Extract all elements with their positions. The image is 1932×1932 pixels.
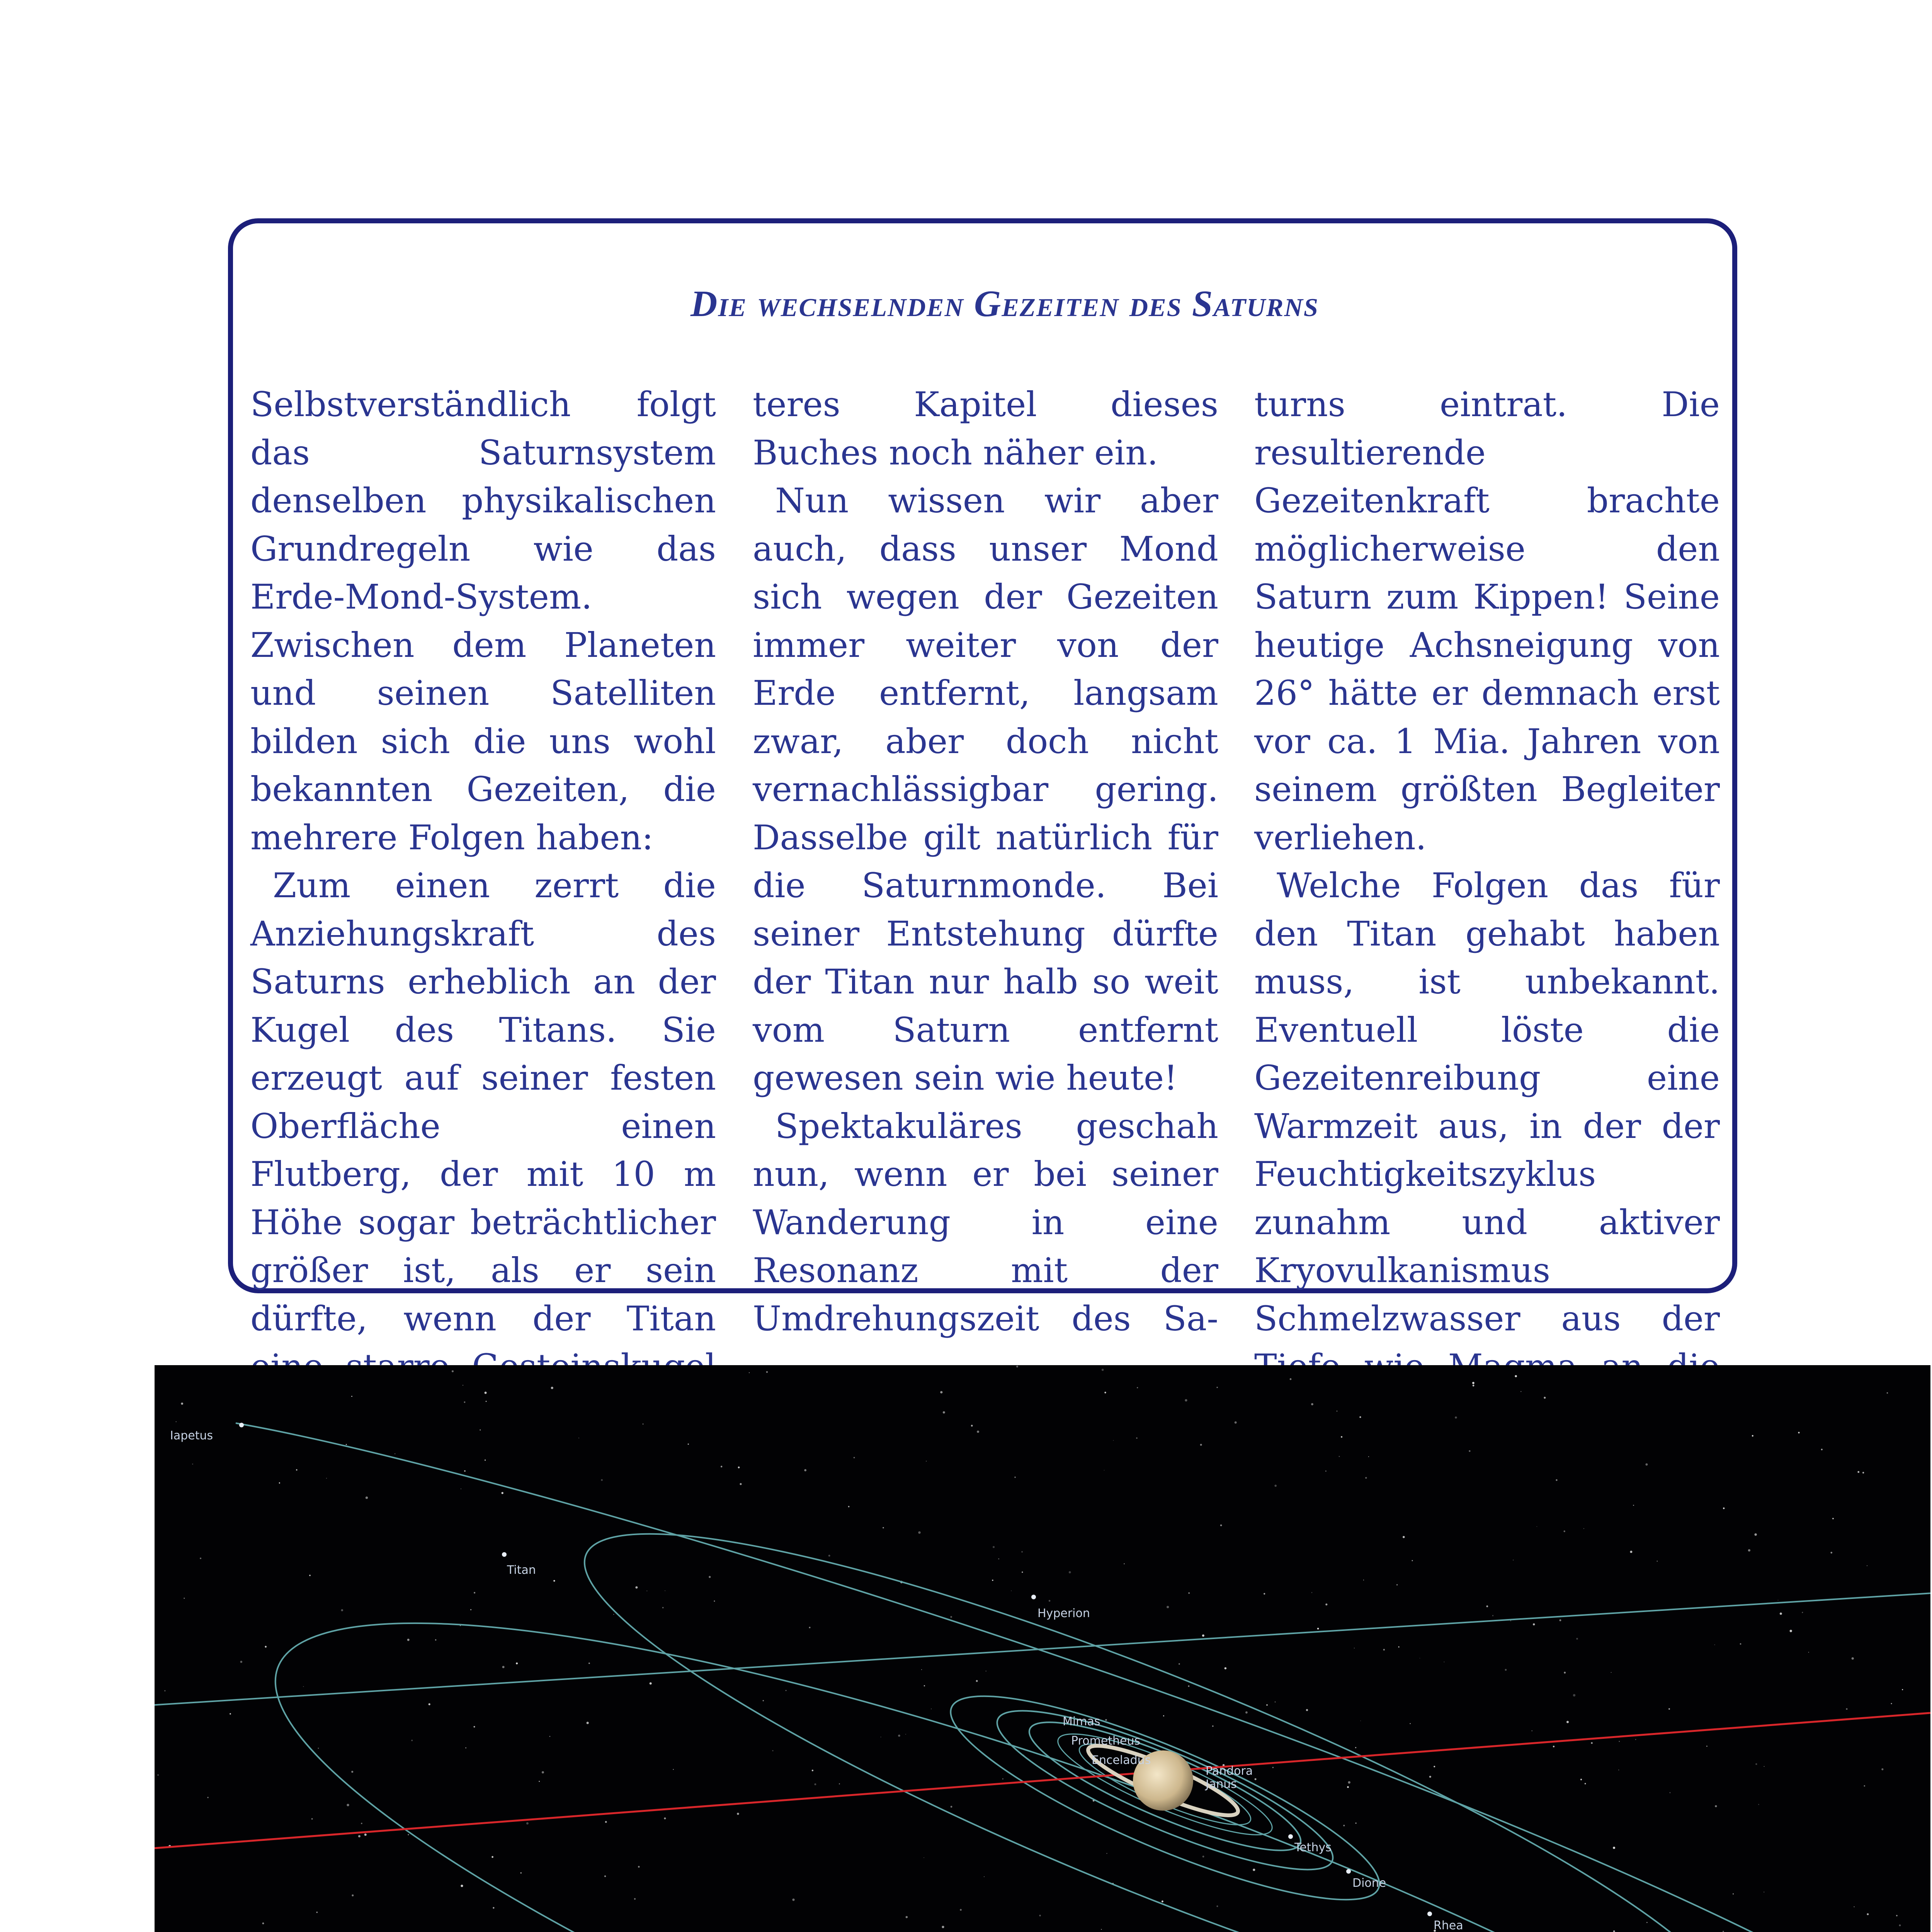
star — [1255, 1778, 1257, 1780]
star — [1830, 1552, 1832, 1554]
star — [429, 1703, 430, 1705]
paragraph: Welche Folgen das für den Titan gehabt haben muss, ist unbekannt. Eventuell löste die Gezeitenreibung eine Warmzeit aus, in der der Feuchtigkeitszyklus zunahm und aktiver Kryovulkanismus Schmelzwasser aus der — [1254, 866, 1720, 1338]
star — [200, 1558, 201, 1559]
star — [1343, 1825, 1345, 1827]
star — [464, 1401, 466, 1403]
star — [1348, 1781, 1350, 1784]
star — [1758, 1804, 1759, 1805]
text-column-1 — [250, 381, 716, 1439]
star — [1486, 1605, 1488, 1607]
star — [1266, 1704, 1268, 1706]
star — [1359, 1416, 1361, 1418]
star — [502, 1492, 503, 1494]
star — [474, 1592, 475, 1594]
star — [578, 1438, 579, 1439]
star — [971, 1425, 973, 1427]
star — [181, 1403, 183, 1405]
star — [1764, 1766, 1765, 1767]
star — [1274, 1485, 1277, 1487]
star — [352, 1895, 354, 1896]
star — [854, 1457, 855, 1459]
star — [318, 1748, 319, 1749]
star — [828, 1555, 830, 1557]
star — [542, 1771, 544, 1774]
star — [207, 1797, 208, 1798]
star — [1355, 1823, 1357, 1824]
label-pandora: Pandora — [1206, 1764, 1253, 1778]
saturn-system-figure — [155, 1365, 1930, 1932]
star — [1560, 1619, 1561, 1621]
star — [635, 1586, 638, 1588]
star — [1715, 1805, 1717, 1807]
star — [918, 1531, 920, 1534]
star — [1832, 1518, 1834, 1519]
star — [662, 1607, 664, 1609]
star — [924, 1685, 925, 1686]
star — [1355, 1747, 1356, 1748]
star — [950, 1616, 952, 1618]
star — [740, 1483, 742, 1485]
star — [839, 1783, 840, 1784]
star — [1383, 1649, 1385, 1650]
star — [1398, 1646, 1400, 1648]
iapetus-dot — [239, 1423, 244, 1427]
star — [709, 1576, 711, 1578]
star — [1167, 1606, 1169, 1608]
star — [1899, 1924, 1901, 1926]
star — [1891, 1703, 1892, 1704]
hyperion-dot — [1031, 1595, 1036, 1599]
star — [1854, 1906, 1855, 1907]
star — [1862, 1472, 1864, 1473]
star — [351, 1771, 353, 1773]
star — [1852, 1657, 1854, 1660]
star — [1365, 1477, 1367, 1479]
star — [1748, 1549, 1750, 1551]
star — [1896, 1915, 1898, 1917]
star — [766, 1371, 768, 1373]
star — [157, 1774, 159, 1776]
star — [1754, 1533, 1757, 1536]
star — [1429, 1776, 1431, 1778]
star — [998, 1558, 999, 1560]
star — [480, 1429, 481, 1430]
star — [1325, 1604, 1327, 1605]
star — [1341, 1436, 1342, 1438]
star — [1740, 1643, 1742, 1645]
star — [1733, 1893, 1734, 1895]
star — [1264, 1593, 1265, 1595]
star — [1613, 1847, 1615, 1849]
star — [1396, 1584, 1398, 1585]
label-hyperion: Hyperion — [1037, 1607, 1090, 1620]
star — [1104, 1392, 1106, 1393]
saturn-system-diagram — [155, 1365, 1930, 1932]
star — [1533, 1623, 1535, 1625]
star — [516, 1662, 518, 1664]
star — [1821, 1449, 1823, 1450]
star — [721, 1466, 722, 1467]
star — [749, 1372, 750, 1373]
star — [613, 1614, 614, 1615]
star — [906, 1916, 908, 1918]
star — [176, 1421, 177, 1422]
star — [461, 1885, 463, 1887]
label-mimas: Mimas — [1063, 1715, 1100, 1728]
star — [1469, 1450, 1470, 1452]
star — [1049, 1600, 1051, 1602]
star — [664, 1818, 666, 1820]
star — [465, 1747, 466, 1748]
star — [1566, 1721, 1569, 1723]
star — [812, 1770, 813, 1771]
star — [1564, 1672, 1566, 1673]
star — [638, 1866, 640, 1868]
star — [1576, 1638, 1578, 1640]
star — [1723, 1507, 1725, 1509]
star — [1317, 1628, 1319, 1630]
star — [309, 1575, 311, 1576]
star — [1163, 1715, 1164, 1716]
star — [1611, 1672, 1612, 1673]
star — [1368, 1456, 1369, 1457]
star — [395, 1453, 396, 1454]
star — [993, 1546, 995, 1548]
label-enceladus: Enceladus — [1092, 1753, 1151, 1767]
star — [1311, 1403, 1313, 1405]
star — [486, 1401, 487, 1402]
text-column-3 — [1254, 381, 1720, 1439]
star — [1347, 1786, 1349, 1788]
star — [539, 1781, 540, 1782]
star — [1104, 1470, 1105, 1471]
label-dione: Dione — [1352, 1876, 1386, 1890]
label-titan: Titan — [507, 1563, 536, 1577]
star — [1339, 1456, 1340, 1457]
star — [311, 1818, 313, 1820]
star — [296, 1469, 298, 1471]
star — [1630, 1551, 1632, 1553]
rhea-dot — [1427, 1912, 1432, 1916]
star — [605, 1821, 607, 1823]
paragraph: Zum einen zerrt die Anziehungskraft des Saturns erheblich an der Kugel des Titans. Sie erzeugt auf seiner festen Oberfläche einen Flutberg, der mit 10 m Höhe sogar beträchtlicher größer ist, als er sein dürfte, wenn der Titan — [250, 866, 716, 1338]
star — [650, 1682, 652, 1685]
star — [279, 1482, 280, 1483]
star — [341, 1609, 344, 1611]
star — [601, 1479, 603, 1481]
star — [1113, 1440, 1114, 1441]
star — [346, 1444, 347, 1445]
star — [1185, 1399, 1187, 1401]
star — [1864, 1785, 1865, 1786]
star — [883, 1527, 884, 1528]
star — [977, 1430, 979, 1433]
star — [786, 1690, 787, 1691]
star — [814, 1783, 816, 1785]
star — [262, 1922, 264, 1924]
star — [1645, 1463, 1648, 1466]
star — [1633, 1505, 1634, 1506]
star — [1011, 1590, 1012, 1591]
star — [1235, 1421, 1237, 1423]
star — [265, 1646, 267, 1648]
star — [230, 1713, 231, 1715]
star — [1580, 1779, 1582, 1780]
star — [1021, 1551, 1023, 1553]
star — [351, 1396, 352, 1397]
star — [1808, 1652, 1809, 1653]
star — [326, 1478, 327, 1479]
star — [604, 1876, 606, 1877]
star — [1101, 1929, 1102, 1930]
star — [688, 1444, 689, 1445]
tethys-dot — [1288, 1834, 1293, 1839]
star — [804, 1469, 806, 1471]
star — [435, 1639, 436, 1640]
star — [1325, 1471, 1327, 1472]
star — [485, 1392, 487, 1394]
star — [1798, 1432, 1799, 1434]
star — [526, 1822, 529, 1825]
star — [1857, 1471, 1859, 1473]
star — [763, 1700, 764, 1701]
paragraph: teres Kapitel dieses Buches noch näher ein. — [753, 384, 1218, 473]
paragraph: Nun wissen wir aber auch, dass unser Mond sich wegen der Gezeiten immer weiter von der Erde entfernt, langsam zwar, aber doch nicht vernachlässigbar gering. Dasselbe gilt natürlich für die Saturnmonde. Bei seiner Entstehung dürfte der Titan nur halb so weit vom Saturn entfernt gewesen sein wie heute! — [753, 481, 1218, 1098]
star — [714, 1600, 715, 1602]
star — [1867, 1913, 1869, 1915]
star — [942, 1926, 944, 1928]
star — [358, 1835, 361, 1837]
text-column-2 — [753, 381, 1218, 1343]
star — [1137, 1387, 1138, 1388]
star — [984, 1876, 985, 1877]
star — [1544, 1397, 1546, 1399]
star — [960, 1909, 962, 1911]
star — [407, 1639, 410, 1641]
star — [1583, 1528, 1584, 1529]
star — [921, 1669, 922, 1670]
star — [1887, 1392, 1888, 1394]
star — [809, 1627, 811, 1628]
star — [1272, 1767, 1274, 1768]
star — [1179, 1663, 1180, 1665]
star — [772, 1750, 773, 1751]
star — [408, 1834, 409, 1835]
box-title: Die wechselnden Gezeiten des Saturns — [690, 283, 1319, 324]
star — [587, 1722, 589, 1724]
star — [470, 1609, 471, 1610]
star — [1253, 1869, 1255, 1871]
star — [1591, 1742, 1593, 1744]
label-tethys: Tethys — [1294, 1841, 1332, 1854]
star — [520, 1872, 522, 1873]
star — [1553, 1746, 1554, 1747]
star — [1755, 1763, 1757, 1765]
label-rhea: Rhea — [1434, 1919, 1463, 1932]
star — [1846, 1708, 1847, 1710]
star — [1200, 1444, 1202, 1446]
star — [1016, 1366, 1018, 1367]
star — [164, 1690, 165, 1691]
star — [551, 1387, 553, 1389]
star — [452, 1370, 454, 1372]
star — [1202, 1855, 1204, 1857]
star — [1225, 1667, 1227, 1670]
star — [1473, 1384, 1475, 1386]
star — [1022, 1571, 1023, 1573]
paragraph: turns eintrat. Die resultierende Gezeitenkraft brachte möglicherweise den Saturn zum Kippen! Seine heutige Achsneigung von 26° hätte er demnach erst vor ca. 1 Mia. Jahren von seinem größten Begleiter verliehen. — [1254, 384, 1720, 857]
star — [485, 1459, 486, 1461]
star — [1802, 1612, 1803, 1613]
star — [737, 1813, 739, 1815]
star — [1069, 1571, 1071, 1573]
star — [943, 1411, 945, 1413]
star — [1790, 1630, 1792, 1632]
star — [1105, 1719, 1107, 1721]
star — [1311, 1592, 1312, 1593]
star — [1881, 1768, 1883, 1770]
star — [1585, 1783, 1586, 1784]
star — [1188, 1685, 1190, 1687]
star — [1162, 1900, 1163, 1902]
star — [1752, 1435, 1753, 1437]
star — [951, 1806, 952, 1808]
star — [1472, 1382, 1475, 1384]
star — [1520, 1391, 1521, 1392]
star — [1573, 1694, 1575, 1696]
star — [1245, 1711, 1248, 1714]
star — [1455, 1417, 1457, 1419]
star — [905, 1734, 906, 1735]
star — [1902, 1689, 1903, 1690]
star — [1202, 1634, 1204, 1637]
star — [976, 1680, 978, 1682]
star — [1188, 1592, 1190, 1594]
paragraph: Spektakuläres geschah nun, wenn er bei seiner Wanderung in eine Resonanz mit der Umdrehungszeit des Sa- — [753, 1106, 1218, 1338]
star — [1619, 1741, 1620, 1742]
star — [1039, 1915, 1041, 1916]
star — [1403, 1536, 1405, 1538]
star — [1505, 1669, 1507, 1671]
star — [1780, 1612, 1782, 1615]
star — [673, 1769, 674, 1770]
star — [240, 1661, 243, 1663]
star — [1216, 1387, 1218, 1388]
star — [1337, 1411, 1338, 1412]
star — [588, 1663, 590, 1664]
star — [361, 1823, 362, 1824]
star — [1306, 1709, 1308, 1711]
star — [1220, 1524, 1222, 1526]
star — [1434, 1766, 1435, 1767]
star — [646, 1590, 647, 1591]
star — [1668, 1708, 1670, 1710]
star — [303, 1686, 304, 1687]
star — [898, 1735, 900, 1737]
label-iapetus: Iapetus — [170, 1429, 213, 1442]
star — [1635, 1739, 1636, 1740]
star — [634, 1898, 636, 1900]
star — [1556, 1479, 1557, 1481]
star — [848, 1506, 850, 1507]
star — [1290, 1378, 1292, 1380]
star — [411, 1740, 413, 1741]
star — [1014, 1476, 1016, 1478]
star — [1669, 1792, 1670, 1793]
star — [738, 1466, 740, 1468]
star — [1564, 1531, 1565, 1532]
star — [1136, 1437, 1138, 1439]
star — [184, 1598, 185, 1599]
star — [1646, 1922, 1648, 1923]
star — [1412, 1560, 1413, 1561]
label-janus: Janus — [1206, 1777, 1237, 1791]
star — [1102, 1369, 1104, 1371]
dione-dot — [1346, 1869, 1351, 1874]
star — [553, 1580, 555, 1582]
star — [1515, 1375, 1517, 1378]
star — [347, 1804, 349, 1806]
star — [992, 1580, 993, 1581]
star — [923, 1857, 924, 1858]
star — [493, 1907, 494, 1908]
star — [474, 1726, 475, 1728]
star — [1706, 1746, 1707, 1747]
star — [492, 1856, 493, 1858]
star — [464, 1470, 466, 1472]
star — [940, 1391, 942, 1393]
star — [1492, 1615, 1493, 1616]
titan-dot — [502, 1552, 507, 1557]
star — [1275, 1701, 1276, 1702]
star — [792, 1898, 794, 1901]
star — [366, 1497, 368, 1499]
star — [1212, 1725, 1214, 1727]
star — [502, 1666, 505, 1668]
star — [316, 1912, 318, 1913]
label-prometheus: Prometheus — [1071, 1734, 1141, 1748]
paragraph: Selbstverständlich folgt das Saturnsystem denselben physikalischen Grundregeln wie das Erde-Mond-System. Zwischen dem Planeten und seinen Satelliten bilden sich die uns wohl bekannten Gezeiten, die mehrere Folgen haben: — [250, 384, 716, 857]
star — [549, 1736, 551, 1737]
star — [1536, 1526, 1537, 1527]
star — [1216, 1905, 1218, 1907]
